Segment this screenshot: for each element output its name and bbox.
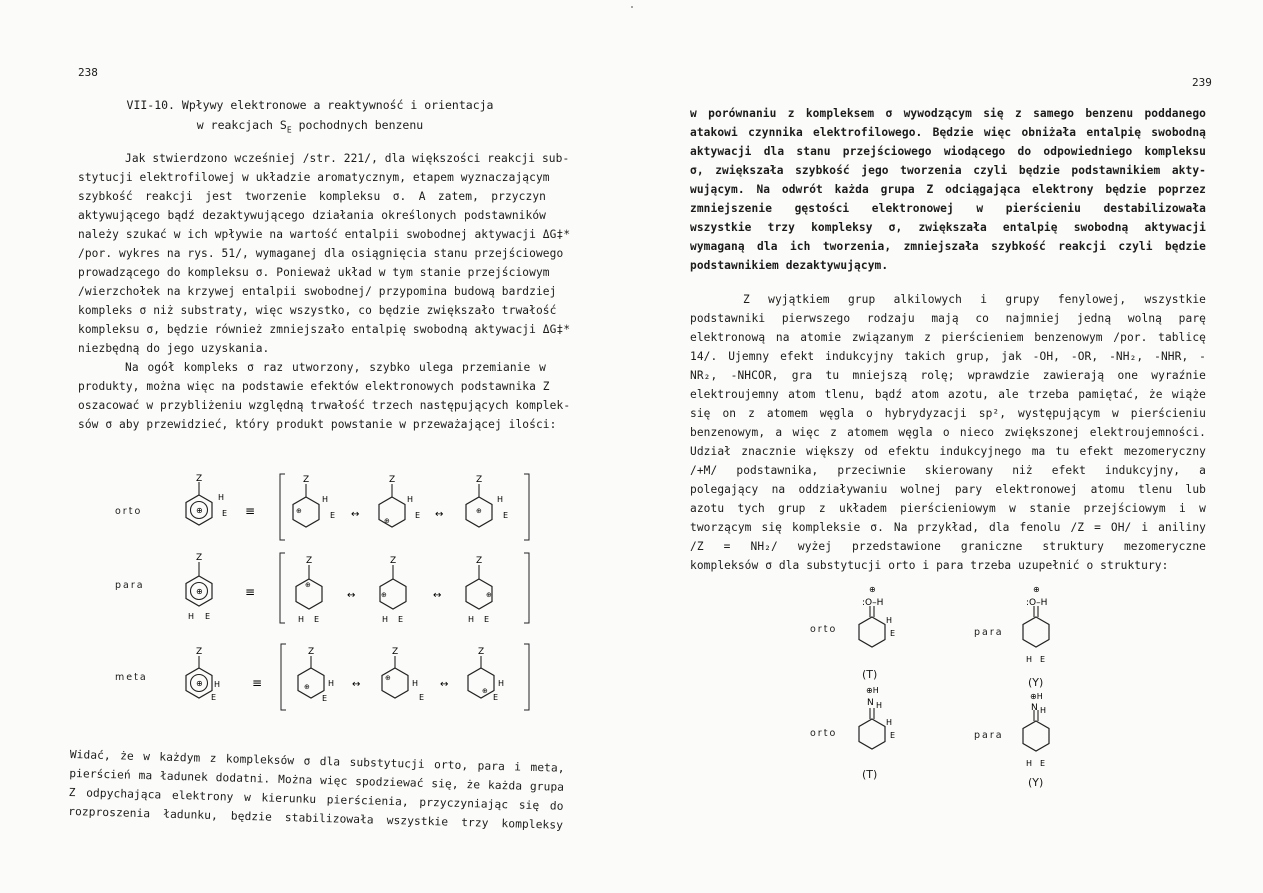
label-orto: orto	[115, 506, 143, 517]
svg-text:⊕: ⊕	[482, 687, 488, 695]
svg-text:N: N	[867, 698, 874, 708]
text-line: należy szukać w ich wpływie na wartość entalpii swobodnej aktywacji ΔG‡*	[78, 228, 571, 241]
svg-text:Z: Z	[476, 475, 483, 485]
text-line: prowadzącego do kompleksu σ. Ponieważ układ w tym stanie przejściowym	[78, 266, 550, 279]
text-line: /por. wykres na rys. 51/, wymaganej dla osiągnięcia stanu przejściowego	[78, 247, 564, 260]
text-line: azotu tych grup z układem pierścieniowym w stanie przejściowym i w	[690, 502, 1206, 515]
text-line: pierścień ma ładunek dodatni. Można więc spodziewać się, że każda grupa	[69, 766, 565, 794]
text-line: wszystkie trzy kompleksy σ, zwiększała entalpię swobodną aktywacji	[690, 221, 1206, 234]
phenol-orto-structure	[859, 585, 895, 647]
text-line: σ, zwiększała szybkość jego tworzenia czyli będzie podstawnikiem akty-	[690, 164, 1206, 177]
svg-text:E: E	[484, 615, 490, 624]
text-line: kompleksu σ, będzie również zmniejszało entalpię swobodną aktywacji ΔG‡*	[78, 323, 571, 336]
svg-text:⊕: ⊕	[1033, 585, 1040, 594]
text-line: produkty, można więc na podstawie efektów elektronowych podstawnika Z	[78, 380, 550, 393]
aniline-orto-structure	[859, 686, 895, 749]
svg-text:E: E	[322, 694, 328, 703]
text-line: wymaganą dla ich tworzenia, zmniejszała szybkość reakcji czyli będzie	[690, 240, 1206, 253]
bottom-paragraph	[68, 748, 570, 832]
text-line: /+M/ podstawnika, przeciwnie skierowany niż efekt indukcyjny, a	[690, 464, 1206, 477]
text-line: sów σ aby przewidzieć, który produkt powstanie w przeważającej ilości:	[78, 418, 557, 431]
svg-text:⊕H: ⊕H	[866, 686, 879, 695]
text-line: /Z = NH₂/ wyżej przedstawione graniczne struktury mezomeryczne	[690, 540, 1206, 553]
svg-text:H: H	[498, 679, 505, 688]
text-line: Jak stwierdzono wcześniej /str. 221/, dla większości reakcji sub-	[125, 152, 570, 165]
svg-text:Z: Z	[389, 475, 396, 485]
svg-text:⊕: ⊕	[304, 683, 310, 691]
svg-text:H: H	[1026, 759, 1033, 768]
svg-text:⊕: ⊕	[384, 517, 390, 525]
svg-text:E: E	[1040, 655, 1046, 664]
svg-text:H: H	[468, 615, 475, 624]
svg-text:⊕: ⊕	[196, 506, 203, 515]
text-line: Na ogół kompleks σ raz utworzony, szybko ulega przemianie w	[125, 361, 546, 374]
svg-text:H: H	[886, 718, 893, 727]
text-line: NR₂, -NHCOR, gra tu mniejszą rolę; wprawdzie zawierają one wyraźnie	[690, 369, 1206, 382]
label-meta: meta	[115, 672, 148, 683]
svg-text:⊕: ⊕	[486, 591, 492, 599]
svg-text:Z: Z	[196, 647, 203, 657]
svg-text:Z: Z	[196, 474, 203, 484]
svg-text:⊕: ⊕	[385, 674, 391, 682]
label-para-phenol: para	[974, 627, 1004, 638]
svg-text:E: E	[330, 511, 336, 520]
text-line: Z wyjątkiem grup alkilowych i grupy fenylowej, wszystkie	[743, 293, 1206, 306]
orto-hybrid-structure	[186, 474, 255, 525]
svg-text:H: H	[497, 495, 504, 504]
svg-text::O–H: :O–H	[1026, 598, 1048, 608]
text-line: polegający na oddziaływaniu wolnej pary elektronowej atomu tlenu lub	[690, 483, 1206, 496]
svg-text:E: E	[493, 693, 499, 702]
svg-text:↔: ↔	[352, 679, 361, 690]
svg-text:E: E	[222, 509, 228, 518]
text-line: elektronową na atomie związanym z pierścieniem benzenowym /por. tablicę	[690, 331, 1206, 344]
text-line: Widać, że w każdym z kompleksów σ dla substytucji orto, para i meta,	[69, 748, 565, 775]
meta-resonance-3	[468, 647, 504, 702]
scan-speck	[631, 6, 633, 8]
svg-text:⊕: ⊕	[476, 507, 482, 515]
caption-orto-phenol: (T)	[862, 668, 878, 681]
svg-text::O–H: :O–H	[862, 598, 884, 608]
svg-text:H: H	[322, 495, 329, 504]
svg-text:Z: Z	[303, 475, 310, 485]
page-number-right: 239	[1192, 76, 1212, 89]
para-hybrid-structure	[186, 553, 255, 621]
text-line: Udział znacznie większy od efektu indukcyjnego ma tu efekt mezomeryczny	[690, 445, 1206, 458]
meta-brackets	[281, 644, 529, 710]
label-orto-aniline: orto	[810, 728, 838, 739]
oxonium-ammonium-structures	[640, 0, 1263, 893]
svg-text:Z: Z	[308, 647, 315, 657]
right-page	[640, 0, 1263, 893]
text-line: podstawniki pierwszego rodzaju mają co najmniej jedną wolną parę	[690, 312, 1206, 325]
svg-text:H: H	[876, 701, 883, 710]
svg-text:⊕: ⊕	[196, 587, 203, 596]
para-resonance-1	[296, 556, 355, 624]
text-line: 14/. Ujemny efekt indukcyjny takich grup, jak -OH, -OR, -NH₂, -NHR, -	[690, 350, 1206, 363]
meta-resonance-2	[382, 647, 448, 702]
orto-resonance-1	[293, 475, 359, 527]
svg-text:E: E	[314, 615, 320, 624]
phenol-para-structure	[1023, 585, 1049, 664]
svg-text:⊕: ⊕	[296, 507, 302, 515]
svg-text:E: E	[890, 731, 896, 740]
svg-text:N: N	[1031, 703, 1038, 713]
svg-text:⊕: ⊕	[305, 581, 311, 589]
text-line: stytucji elektrofilowej w układzie aromatycznym, etapem wyznaczającym	[78, 171, 550, 184]
text-line: kompleks σ niż substraty, więc wszystko, co będzie zwiększało trwałość	[78, 304, 557, 317]
svg-text:⊕: ⊕	[196, 679, 203, 688]
text-line: /wierzchołek na krzywej entalpii swobodnej/ przypomina budową bardziej	[78, 285, 557, 298]
caption-orto-aniline: (T)	[862, 768, 878, 781]
left-page	[0, 0, 625, 893]
text-line: się on z atomem węgla o hybrydyzacji sp², występującym w pierścieniu	[690, 407, 1206, 420]
text-line: aktywacji dla stanu przejściowego wiodącego do odpowiedniego kompleksu	[690, 145, 1206, 158]
svg-text:E: E	[503, 511, 509, 520]
svg-text:⊕H: ⊕H	[1030, 692, 1043, 701]
caption-para-aniline: (Y)	[1028, 776, 1044, 789]
label-orto-phenol: orto	[810, 624, 838, 635]
text-line: szybkość reakcji jest tworzenie kompleksu σ. A zatem, przyczyn	[78, 190, 546, 203]
text-line: tworzącym się kompleksie σ. Na przykład, dla fenolu /Z = OH/ i aniliny	[690, 521, 1206, 534]
svg-text:↔: ↔	[440, 679, 449, 690]
svg-text:↔: ↔	[435, 509, 444, 520]
svg-text:↔: ↔	[351, 509, 360, 520]
svg-text:H: H	[218, 493, 225, 502]
svg-text:H: H	[298, 615, 305, 624]
svg-text:≡: ≡	[245, 585, 256, 599]
page-number-left: 238	[78, 66, 98, 79]
text-line: zmniejszenie gęstości elektronowej w pierścieniu destabilizowała	[690, 202, 1206, 215]
svg-text:E: E	[211, 693, 217, 702]
para-resonance-2	[380, 556, 441, 624]
svg-text:H: H	[382, 615, 389, 624]
orto-resonance-2	[379, 475, 443, 527]
svg-text:E: E	[205, 612, 211, 621]
meta-hybrid-structure	[186, 647, 262, 702]
svg-text:Z: Z	[478, 647, 485, 657]
text-line: niezbędną do jego uzyskania.	[78, 342, 270, 355]
text-line: rozproszenia ładunku, będzie stabilizowała wszystkie trzy kompleksy	[68, 804, 564, 832]
svg-text:H: H	[886, 616, 893, 625]
svg-text:H: H	[407, 495, 414, 504]
text-line: benzenowym, a więc z atomem węgla o nieco zwiększonej elektroujemności.	[690, 426, 1206, 439]
text-line: w porównaniu z kompleksem σ wywodzącym się z samego benzenu poddanego	[690, 107, 1206, 120]
svg-text:≡: ≡	[252, 676, 263, 690]
svg-text:Z: Z	[306, 556, 313, 566]
para-resonance-3	[466, 556, 492, 624]
svg-text:H: H	[328, 679, 335, 688]
svg-text:⊕: ⊕	[381, 591, 387, 599]
section-title-line2: w reakcjach $S_E$ pochodnych benzenu	[196, 118, 424, 135]
svg-text:H: H	[412, 679, 419, 688]
caption-para-phenol: (Y)	[1028, 676, 1044, 689]
text-line: Z odpychająca elektrony w kierunku pierścienia, przyczyniając się do	[68, 785, 564, 813]
orto-resonance-3	[466, 475, 508, 527]
text-line: kompleksów σ dla substytucji orto i para trzeba uzupełnić o struktury:	[690, 559, 1169, 572]
text-line: atakowi czynnika elektrofilowego. Będzie więc obniżała entalpię swobodną	[690, 126, 1206, 139]
svg-text:H: H	[1026, 655, 1033, 664]
svg-text:Z: Z	[392, 647, 399, 657]
section-title-line1: VII-10. Wpływy elektronowe a reaktywność i orientacja	[126, 98, 494, 112]
aniline-para-structure	[1023, 692, 1049, 768]
svg-text:H: H	[188, 612, 195, 621]
svg-text:E: E	[415, 511, 421, 520]
text-line: elektroujemny atom tlenu, bądź atom azotu, ale trzeba pamiętać, że wiąże	[690, 388, 1206, 401]
svg-text:E: E	[419, 693, 425, 702]
svg-text:E: E	[890, 629, 896, 638]
text-line: podstawnikiem dezaktywującym.	[690, 259, 889, 272]
svg-text:E: E	[1040, 759, 1046, 768]
svg-text:↔: ↔	[433, 590, 442, 601]
label-para: para	[115, 580, 145, 591]
svg-text:Z: Z	[476, 556, 483, 566]
meta-resonance-1	[298, 647, 360, 703]
svg-text:≡: ≡	[245, 504, 256, 518]
text-line: aktywującego bądź dezaktywującego działania określonych podstawników	[78, 209, 546, 222]
svg-text:↔: ↔	[347, 590, 356, 601]
svg-text:Z: Z	[196, 553, 203, 563]
label-para-aniline: para	[974, 730, 1004, 741]
svg-text:H: H	[1040, 706, 1047, 715]
text-line: oszacować w przybliżeniu względną trwałość trzech następujących komplek-	[78, 399, 571, 412]
text-line: wującym. Na odwrót każda grupa Z odciągająca elektrony będzie poprzez	[690, 183, 1206, 196]
svg-text:Z: Z	[390, 556, 397, 566]
svg-text:H: H	[214, 680, 221, 689]
svg-text:E: E	[398, 615, 404, 624]
svg-text:⊕: ⊕	[869, 585, 876, 594]
